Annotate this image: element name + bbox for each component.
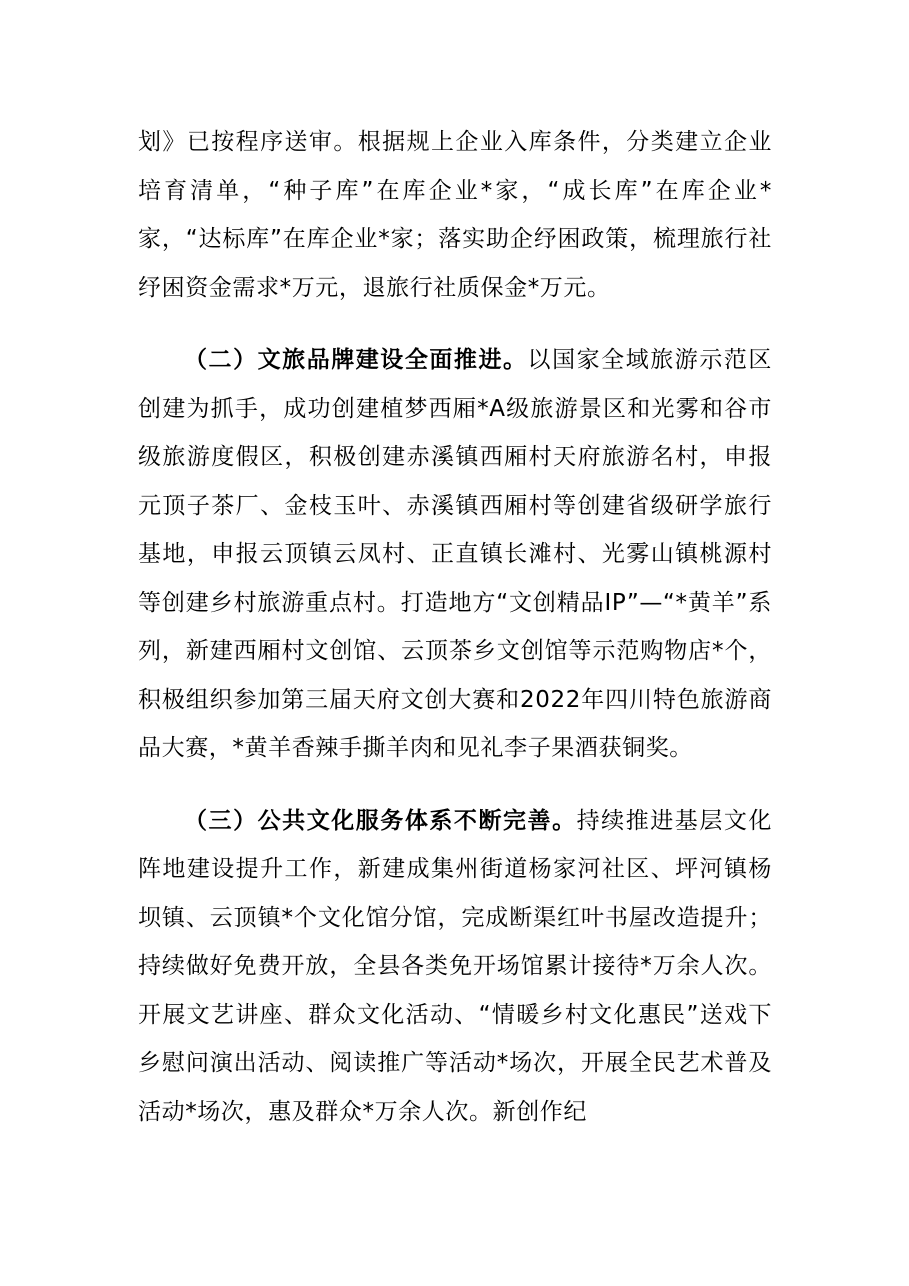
paragraph-1 [138,118,772,312]
paragraph-3-text: 持续推进基层文化阵地建设提升工作，新建成集州街道杨家河社区、坪河镇杨坝镇、云顶镇*个文化馆分馆，完成断渠红叶书屋改造提升；持续做好免费开放，全县各类免开场馆累计接待*万余人次。开展文艺讲座、群众文化活动、“情暖乡村文化惠民”送戏下乡慰问演出活动、阅读推广等活动*场次，开展全民艺术普及活动*场次，惠及群众*万余人次。新创作纪 [138,807,772,1125]
paragraph-1-text: 划》已按程序送审。根据规上企业入库条件，分类建立企业培育清单，“种子库”在库企业*家，“成长库”在库企业*家，“达标库”在库企业*家；落实助企纾困政策，梳理旅行社纾困资金需求*万元，退旅行社质保金*万元。 [138,129,772,301]
document-body [138,118,772,1136]
section-heading-3: （三）公共文化服务体系不断完善。 [184,807,577,834]
paragraph-3 [138,797,772,1137]
section-heading-2: （二）文旅品牌建设全面推进。 [184,347,528,373]
paragraph-2-text: 以国家全域旅游示范区创建为抓手，成功创建植梦西厢*A级旅游景区和光雾和谷市级旅游度假区，积极创建赤溪镇西厢村天府旅游名村，申报元顶子茶厂、金枝玉叶、赤溪镇西厢村等创建省级研学旅行基地，申报云顶镇云凤村、正直镇长滩村、光雾山镇桃源村等创建乡村旅游重点村。打造地方“文创精品IP”—“*黄羊”系列，新建西厢村文创馆、云顶茶乡文创馆等示范购物店*个，积极组织参加第三届天府文创大赛和2022年四川特色旅游商品大赛，*黄羊香辣手撕羊肉和见礼李子果酒获铜奖。 [138,347,772,761]
paragraph-2 [138,336,772,773]
